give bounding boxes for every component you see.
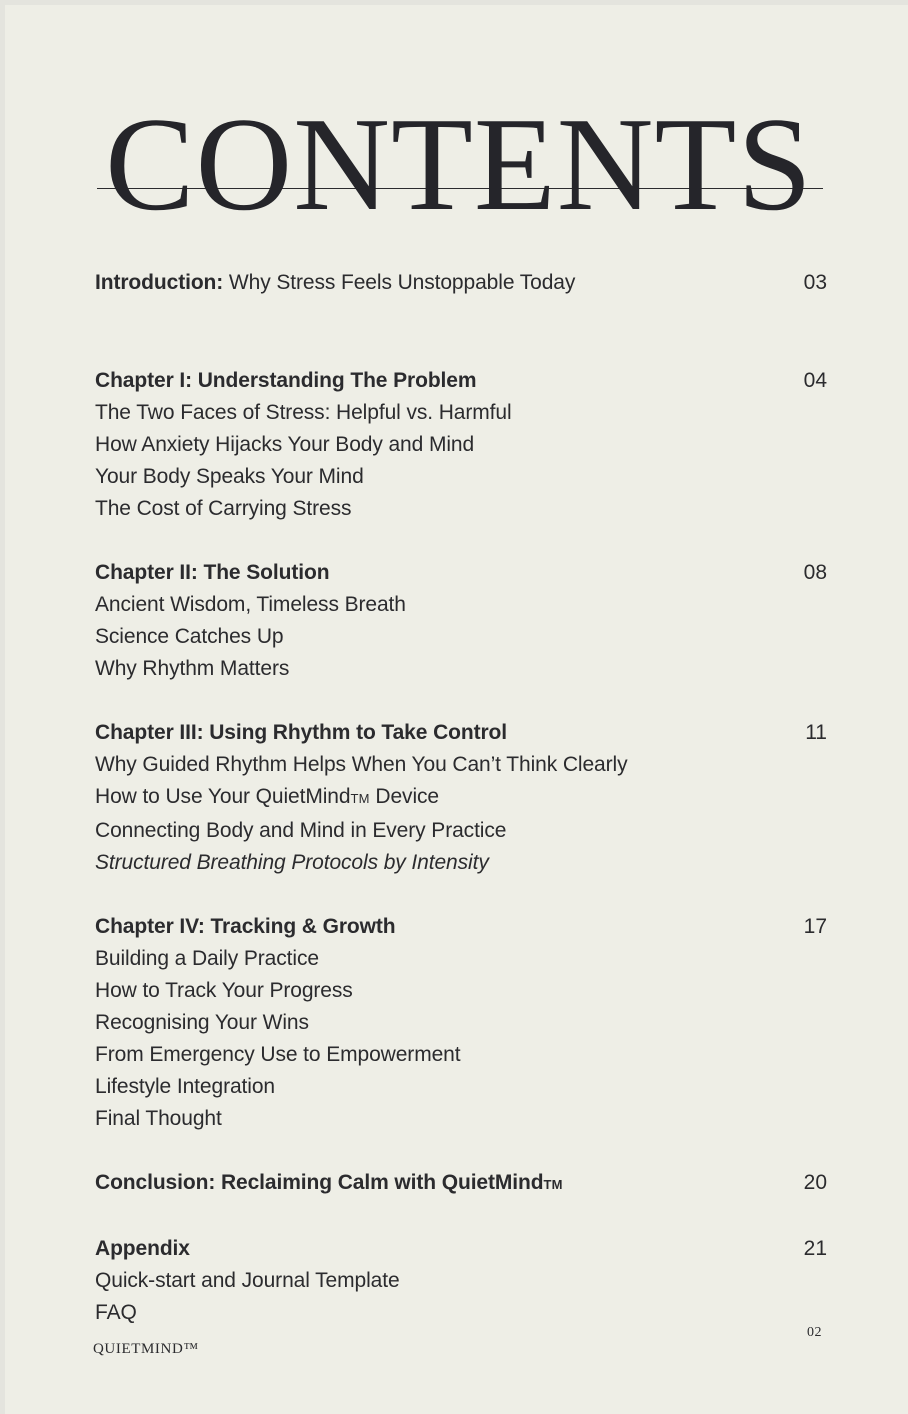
toc-subsection-label: Final Thought bbox=[95, 1107, 222, 1130]
toc-subsection-label: How to Use Your QuietMind bbox=[95, 785, 351, 808]
toc-subsection-item[interactable] bbox=[95, 589, 827, 621]
toc-entry-header[interactable] bbox=[95, 1167, 827, 1201]
toc-subsection-item[interactable] bbox=[95, 1297, 827, 1329]
toc-entry-title bbox=[95, 717, 507, 749]
toc-entry-page-number: 21 bbox=[803, 1237, 827, 1260]
toc-entry[interactable] bbox=[95, 717, 827, 879]
toc-subsection-item[interactable] bbox=[95, 815, 827, 847]
toc-subsection-label: How Anxiety Hijacks Your Body and Mind bbox=[95, 433, 475, 456]
toc-subsection-label: Connecting Body and Mind in Every Practice bbox=[95, 819, 507, 842]
toc-entry-page-number: 20 bbox=[803, 1171, 827, 1194]
toc-subsection-item[interactable] bbox=[95, 493, 827, 525]
toc-subsection-list bbox=[95, 749, 827, 879]
toc-entry-title-lead: Chapter I: Understanding The Problem bbox=[95, 369, 477, 392]
toc-entry-title bbox=[95, 1233, 190, 1265]
toc-subsection-item[interactable] bbox=[95, 397, 827, 429]
section-spacer bbox=[95, 879, 827, 911]
toc-subsection-item[interactable] bbox=[95, 943, 827, 975]
section-spacer bbox=[95, 1135, 827, 1167]
toc-entry-title bbox=[95, 911, 395, 943]
toc-entry-title-lead: Chapter II: The Solution bbox=[95, 561, 330, 584]
toc-entry-title bbox=[95, 1167, 563, 1201]
footer-page-number: 02 bbox=[807, 1325, 822, 1340]
toc-subsection-label: Structured Breathing Protocols by Intensity bbox=[95, 851, 489, 874]
section-spacer bbox=[95, 525, 827, 557]
toc-entry-header[interactable] bbox=[95, 267, 827, 299]
toc-entry[interactable] bbox=[95, 267, 827, 299]
toc-subsection-label-suffix: Device bbox=[369, 785, 439, 808]
toc-entry-page-number: 08 bbox=[803, 561, 827, 584]
toc-subsection-label: Your Body Speaks Your Mind bbox=[95, 465, 364, 488]
page-title-block bbox=[5, 90, 908, 238]
toc-subsection-label: FAQ bbox=[95, 1301, 137, 1324]
toc-subsection-item[interactable] bbox=[95, 461, 827, 493]
toc-entry-page-number: 11 bbox=[805, 721, 827, 744]
toc-entry-title bbox=[95, 267, 575, 299]
toc-subsection-label: Recognising Your Wins bbox=[95, 1011, 309, 1034]
toc-subsection-item[interactable] bbox=[95, 975, 827, 1007]
toc-subsection-list bbox=[95, 1265, 827, 1329]
trademark-mark: TM bbox=[350, 791, 370, 806]
toc-subsection-label: Ancient Wisdom, Timeless Breath bbox=[95, 593, 406, 616]
toc-entry-title-lead: Appendix bbox=[95, 1237, 190, 1260]
toc-subsection-item[interactable] bbox=[95, 1039, 827, 1071]
toc-subsection-item[interactable] bbox=[95, 1265, 827, 1297]
toc-subsection-item[interactable] bbox=[95, 847, 827, 879]
toc-subsection-item[interactable] bbox=[95, 429, 827, 461]
toc-entry-header[interactable] bbox=[95, 365, 827, 397]
toc-subsection-item[interactable] bbox=[95, 781, 827, 815]
section-spacer bbox=[95, 299, 827, 365]
toc-subsection-list bbox=[95, 943, 827, 1135]
toc-entry-title-lead: Chapter IV: Tracking & Growth bbox=[95, 915, 396, 938]
toc-subsection-label: The Cost of Carrying Stress bbox=[95, 497, 352, 520]
toc-subsection-label: Lifestyle Integration bbox=[95, 1075, 276, 1098]
toc-entry-page-number: 04 bbox=[803, 369, 827, 392]
trademark-mark: TM bbox=[543, 1177, 563, 1192]
toc-subsection-item[interactable] bbox=[95, 653, 827, 685]
toc-subsection-list bbox=[95, 589, 827, 685]
toc-entry[interactable] bbox=[95, 911, 827, 1135]
toc-entry-title bbox=[95, 365, 476, 397]
toc-subsection-label: How to Track Your Progress bbox=[95, 979, 353, 1002]
toc-subsection-label: Science Catches Up bbox=[95, 625, 284, 648]
toc-entry-title-lead: Introduction: bbox=[95, 271, 224, 294]
page-title: CONTENTS bbox=[105, 90, 813, 238]
footer-brand: QUIETMIND™ bbox=[93, 1341, 199, 1357]
toc-entry-header[interactable] bbox=[95, 557, 827, 589]
toc-subsection-label: Quick-start and Journal Template bbox=[95, 1269, 400, 1292]
toc-entry[interactable] bbox=[95, 1233, 827, 1329]
toc-subsection-item[interactable] bbox=[95, 1103, 827, 1135]
toc-entry[interactable] bbox=[95, 557, 827, 685]
toc-subsection-label: Why Guided Rhythm Helps When You Can’t Think Clearly bbox=[95, 753, 628, 776]
toc-subsection-label: Building a Daily Practice bbox=[95, 947, 319, 970]
toc-subsection-item[interactable] bbox=[95, 1007, 827, 1039]
toc-entry-page-number: 03 bbox=[803, 271, 827, 294]
toc-entry-title-lead: Conclusion: Reclaiming Calm with QuietMind bbox=[95, 1171, 544, 1194]
toc-subsection-label: Why Rhythm Matters bbox=[95, 657, 290, 680]
toc-entry[interactable] bbox=[95, 365, 827, 525]
toc-subsection-label: From Emergency Use to Empowerment bbox=[95, 1043, 461, 1066]
section-spacer bbox=[95, 685, 827, 717]
toc-subsection-item[interactable] bbox=[95, 749, 827, 781]
toc-subsection-list bbox=[95, 397, 827, 525]
toc-subsection-label: The Two Faces of Stress: Helpful vs. Harmful bbox=[95, 401, 512, 424]
toc-entry-header[interactable] bbox=[95, 911, 827, 943]
toc-entry-header[interactable] bbox=[95, 717, 827, 749]
toc-entry-title-lead: Chapter III: Using Rhythm to Take Control bbox=[95, 721, 508, 744]
toc-entry[interactable] bbox=[95, 1167, 827, 1201]
toc-entry-header[interactable] bbox=[95, 1233, 827, 1265]
toc-subsection-item[interactable] bbox=[95, 1071, 827, 1103]
section-spacer bbox=[95, 1201, 827, 1233]
toc-entry-title-rest: Why Stress Feels Unstoppable Today bbox=[223, 271, 576, 294]
toc-entry-page-number: 17 bbox=[803, 915, 827, 938]
toc-subsection-item[interactable] bbox=[95, 621, 827, 653]
table-of-contents bbox=[95, 267, 827, 1329]
toc-entry-title bbox=[95, 557, 329, 589]
